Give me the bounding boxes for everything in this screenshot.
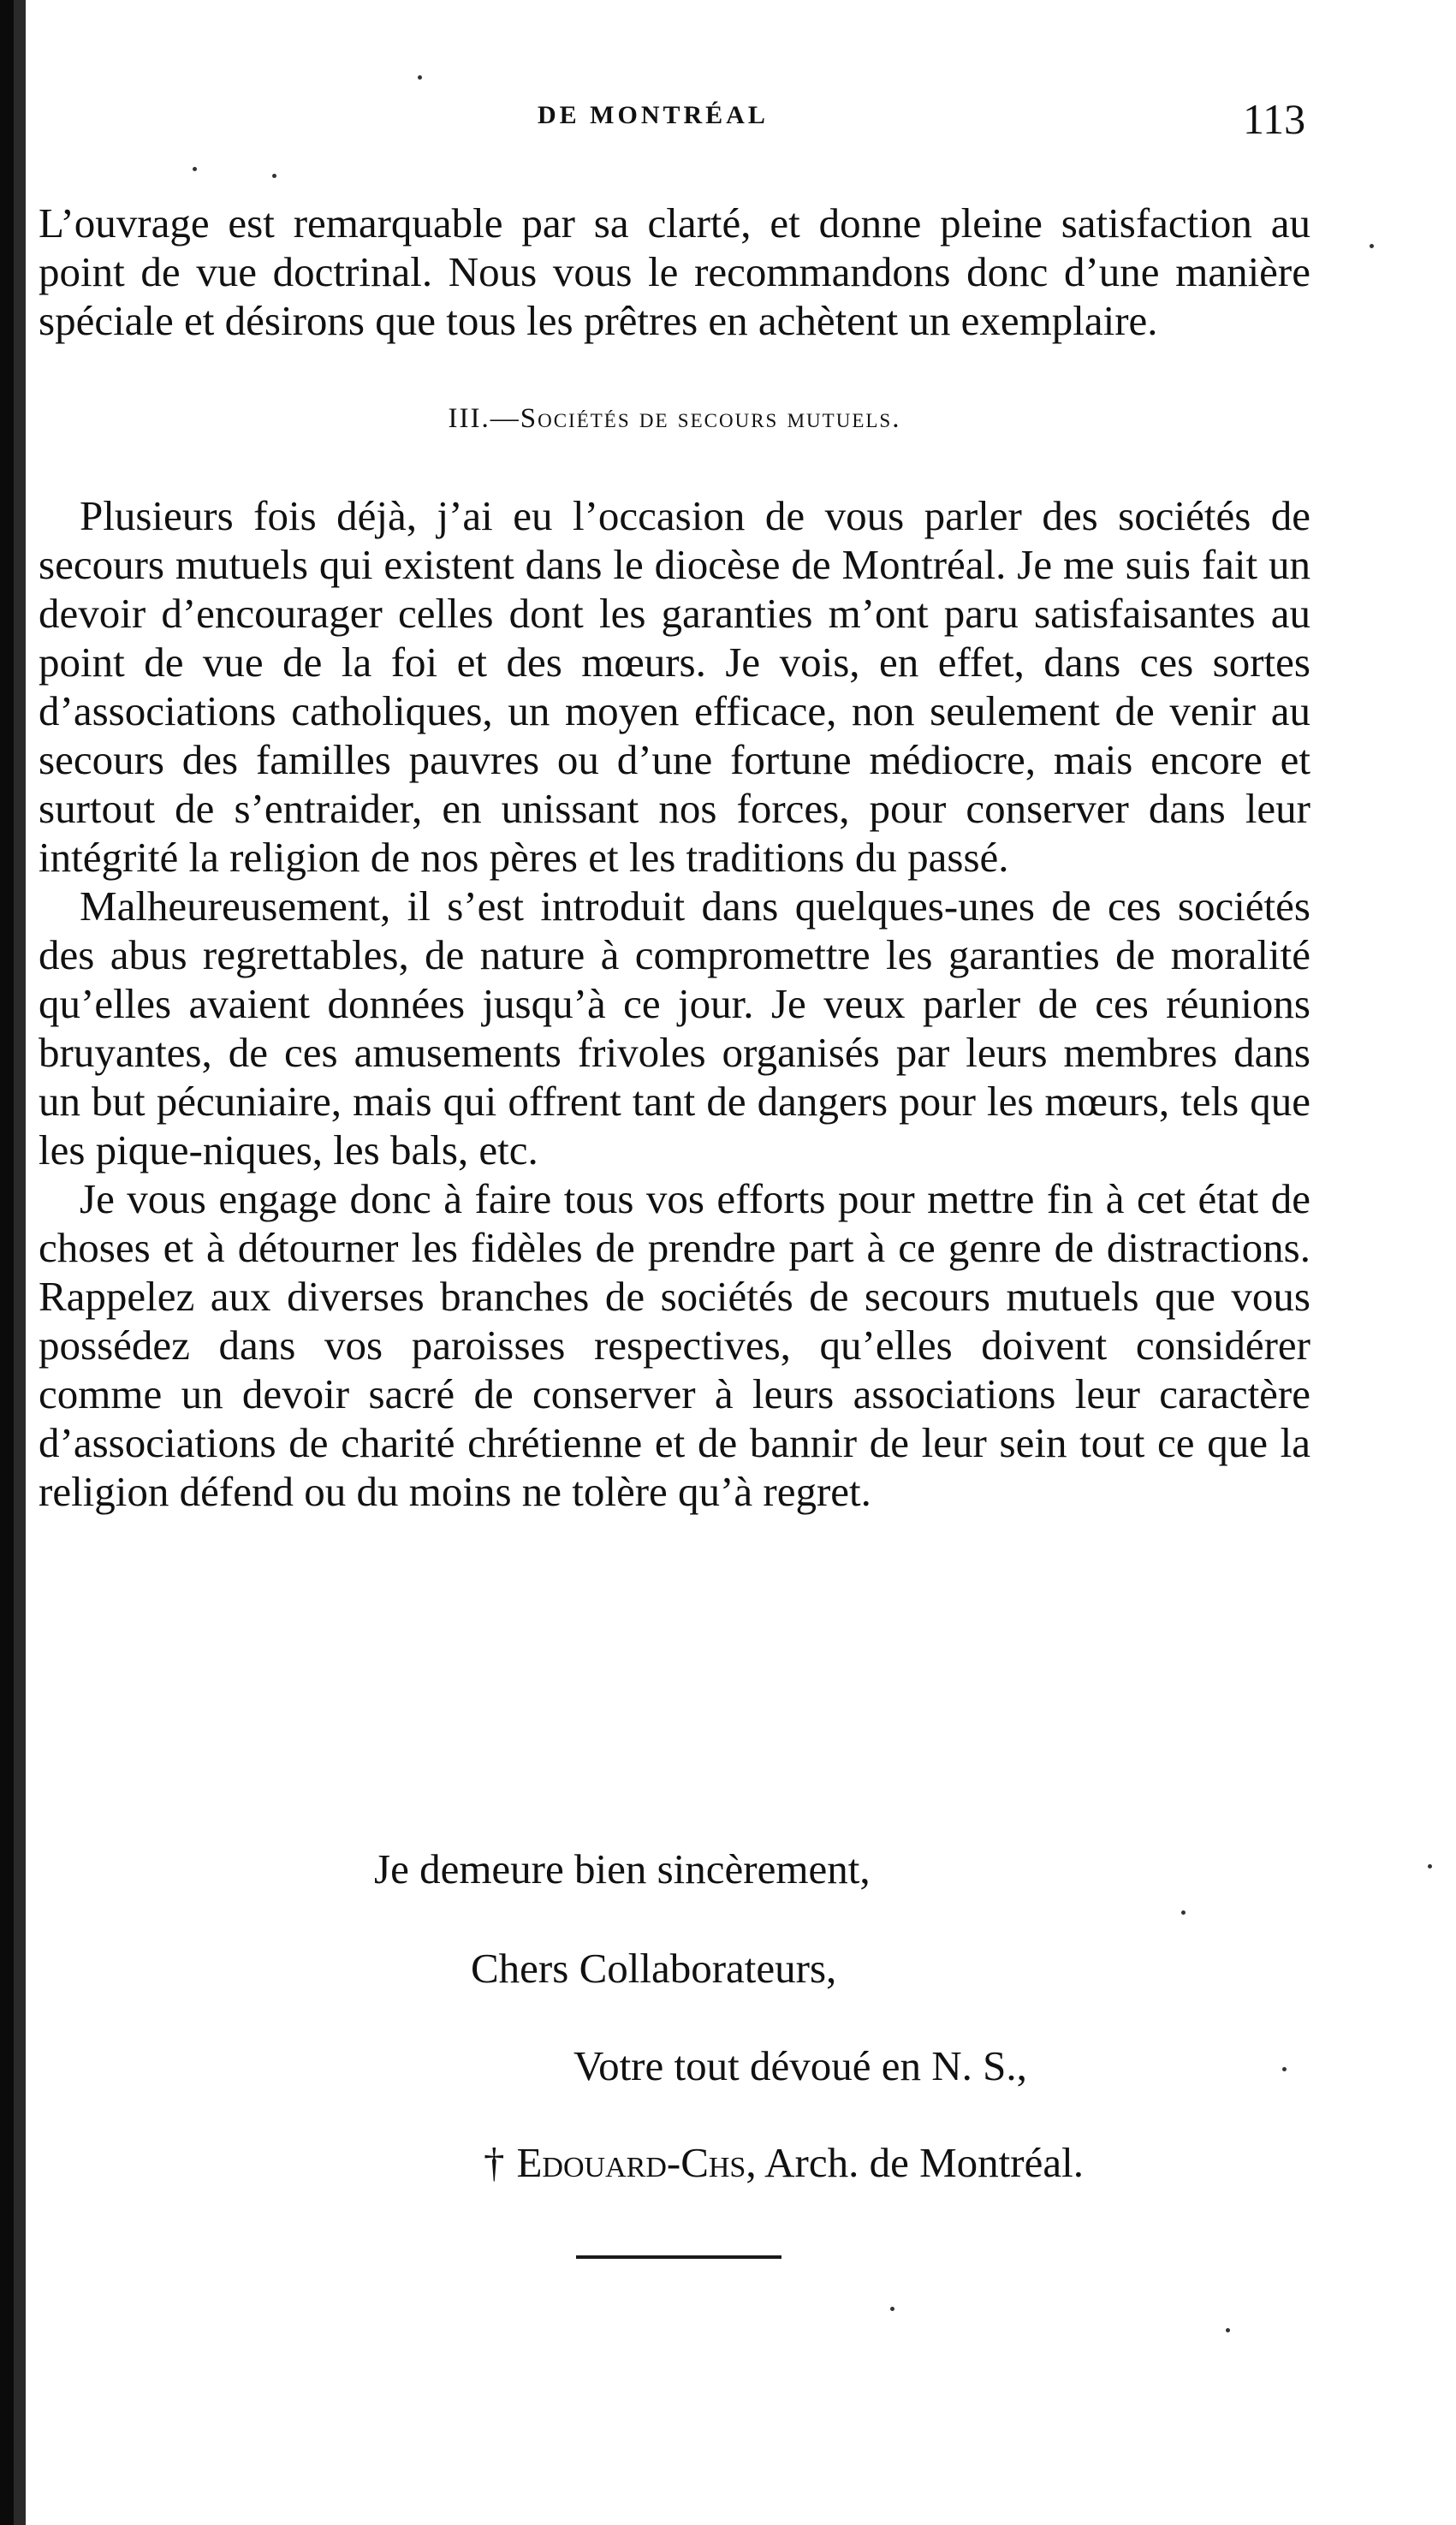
print-speck [1282,2067,1287,2071]
signatory-name: Edouard-Chs [516,2139,746,2186]
page-binding-shadow [14,0,26,2525]
closing-salutation: Je demeure bien sincèrement, [374,1845,871,1892]
print-speck [418,75,422,80]
end-rule [576,2255,781,2259]
print-speck [1370,244,1374,248]
running-title: DE MONTRÉAL [538,101,769,129]
print-speck [272,174,276,178]
signature-line [484,2138,1084,2187]
print-speck [1181,1910,1186,1915]
page-binding-edge [0,0,14,2525]
closing-devotion: Votre tout dévoué en N. S., [573,2042,1027,2089]
print-speck [1428,1864,1432,1868]
print-speck [890,2307,894,2311]
closing-addressee: Chers Collaborateurs, [471,1945,837,1992]
paragraph: Malheureusement, il s’est introduit dans quelques-unes de ces sociétés des abus regrettables, de nature à compromettre les garanties de moralité qu’elles avaient données jusqu’à ce jour. Je veux parler de ces réunions bruyantes, de ces amusements frivoles organisés par leurs membres dans un but pécuniaire, mais qui offrent tant de dangers pour les mœurs, tels que les pique-niques, les bals, etc. [39,882,1310,1173]
cross-symbol: † [484,2139,505,2186]
print-speck [1226,2328,1230,2332]
body-text [39,199,1310,1516]
signatory-title: , Arch. de Montréal. [746,2139,1084,2186]
section-heading: III.—Sociétés de secours mutuels. [448,403,901,434]
page-number: 113 [1243,95,1306,143]
paragraph: Je vous engage donc à faire tous vos efforts pour mettre fin à cet état de choses et à détourner les fidèles de prendre part à ce genre de distractions. Rappelez aux diverses branches de sociétés de secours mutuels que vous possédez dans vos paroisses respectives, qu’elles doivent considérer comme un devoir sacré de conserver à leurs associations leur caractère d’associations de charité chrétienne et de bannir de leur sein tout ce que la religion défend ou du moins ne tolère qu’à regret. [39,1175,1310,1515]
running-head [0,95,1456,152]
paragraph-continued: L’ouvrage est remarquable par sa clarté, et donne pleine satisfaction au point de vue doctrinal. Nous vous le recommandons donc d’une manière spéciale et désirons que tous les prêtres en achètent un exemplaire. [39,199,1310,344]
paragraph: Plusieurs fois déjà, j’ai eu l’occasion de vous parler des sociétés de secours mutuels qui existent dans le diocèse de Montréal. Je me suis fait un devoir d’encourager celles dont les garanties m’ont paru satisfaisantes au point de vue de la foi et des mœurs. Je vois, en effet, dans ces sortes d’associations catholiques, un moyen efficace, non seulement de venir au secours des familles pauvres ou d’une fortune médiocre, mais encore et surtout de s’entraider, en unissant nos forces, pour conserver dans leur intégrité la religion de nos pères et les traditions du passé. [39,492,1310,881]
print-speck [193,167,197,171]
